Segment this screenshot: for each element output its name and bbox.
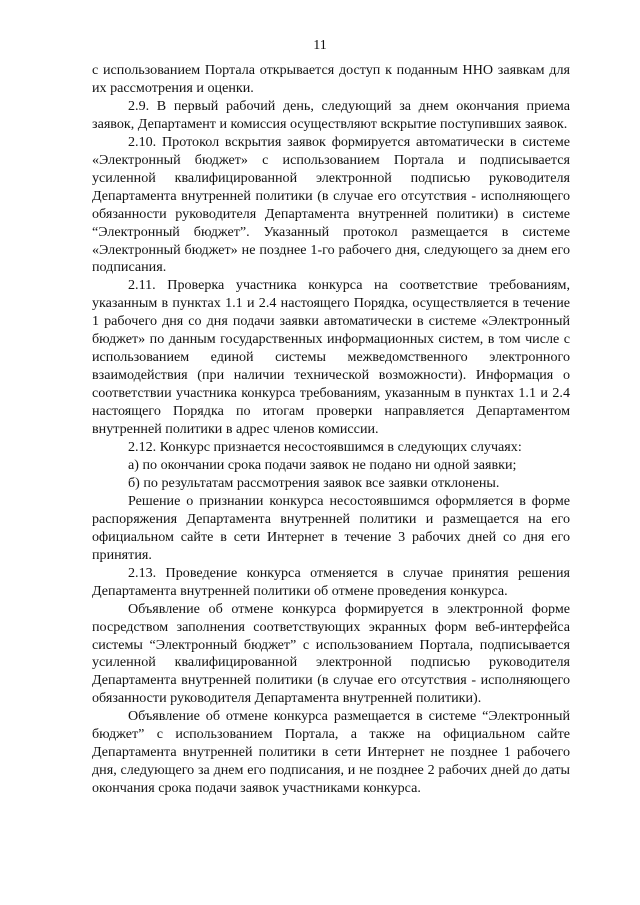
paragraph-continuation: с использованием Портала открывается доступ к поданным ННО заявкам для их рассмотрения и оценки.: [92, 62, 570, 96]
paragraph-2-9: 2.9. В первый рабочий день, следующий за днем окончания приема заявок, Департамент и комиссия осуществляют вскрытие поступивших заявок.: [92, 97, 570, 132]
paragraph-cancellation-publication: Объявление об отмене конкурса размещается в системе “Электронный бюджет” с использованием Портала, а также на официальном сайте Департамента внутренней политики в сети Интернет не позднее 1 рабочего дня, следующего за днем его подписания, и не позднее 2 рабочих дней до даты окончания срока подачи заявок участниками конкурса.: [92, 708, 570, 797]
paragraph-2-12: 2.12. Конкурс признается несостоявшимся в следующих случаях:: [128, 439, 522, 456]
list-item-b: б) по результатам рассмотрения заявок все заявки отклонены.: [128, 474, 500, 491]
paragraph-2-11: 2.11. Проверка участника конкурса на соответствие требованиям, указанным в пунктах 1.1 и 2.4 настоящего Порядка, осуществляется в течение 1 рабочего дня со дня подачи заявки автоматически в системе «Электронный бюджет» по данным государственных информационных систем, в том числе с использованием единой системы межведомственного электронного взаимодействия (при наличии технической возможности). Информация о соответствии участника конкурса требованиям, указанным в пунктах 1.1 и 2.4 настоящего Порядка по итогам проверки направляется Департаментом внутренней политики в адрес членов комиссии.: [92, 277, 570, 438]
page-number: 11: [313, 38, 327, 53]
paragraph-cancellation-notice: Объявление об отмене конкурса формируется в электронной форме посредством заполнения соответствующих экранных форм веб-интерфейса системы “Электронный бюджет” с использованием Портала, подписывается усиленной квалифицированной электронной подписью руководителя Департамента внутренней политики (в случае его отсутствия - исполняющего обязанности руководителя Департамента внутренней политики).: [92, 600, 570, 707]
list-item-a: а) по окончании срока подачи заявок не подано ни одной заявки;: [128, 456, 517, 473]
paragraph-decision: Решение о признании конкурса несостоявшимся оформляется в форме распоряжения Департамента внутренней политики и размещается на его официальном сайте в сети Интернет в течение 3 рабочих дней со дня его принятия.: [92, 492, 570, 563]
paragraph-2-13: 2.13. Проведение конкурса отменяется в случае принятия решения Департамента внутренней политики об отмене проведения конкурса.: [92, 564, 570, 599]
document-body: [92, 62, 570, 798]
paragraph-2-10: 2.10. Протокол вскрытия заявок формируется автоматически в системе «Электронный бюджет» с использованием Портала и подписывается усиленной квалифицированной электронной подписью руководителя Департамента внутренней политики (в случае его отсутствия - исполняющего обязанности руководителя Департамента внутренней политики) в системе “Электронный бюджет”. Указанный протокол размещается в системе «Электронный бюджет» не позднее 1-го рабочего дня, следующего за днем его подписания.: [92, 133, 570, 276]
